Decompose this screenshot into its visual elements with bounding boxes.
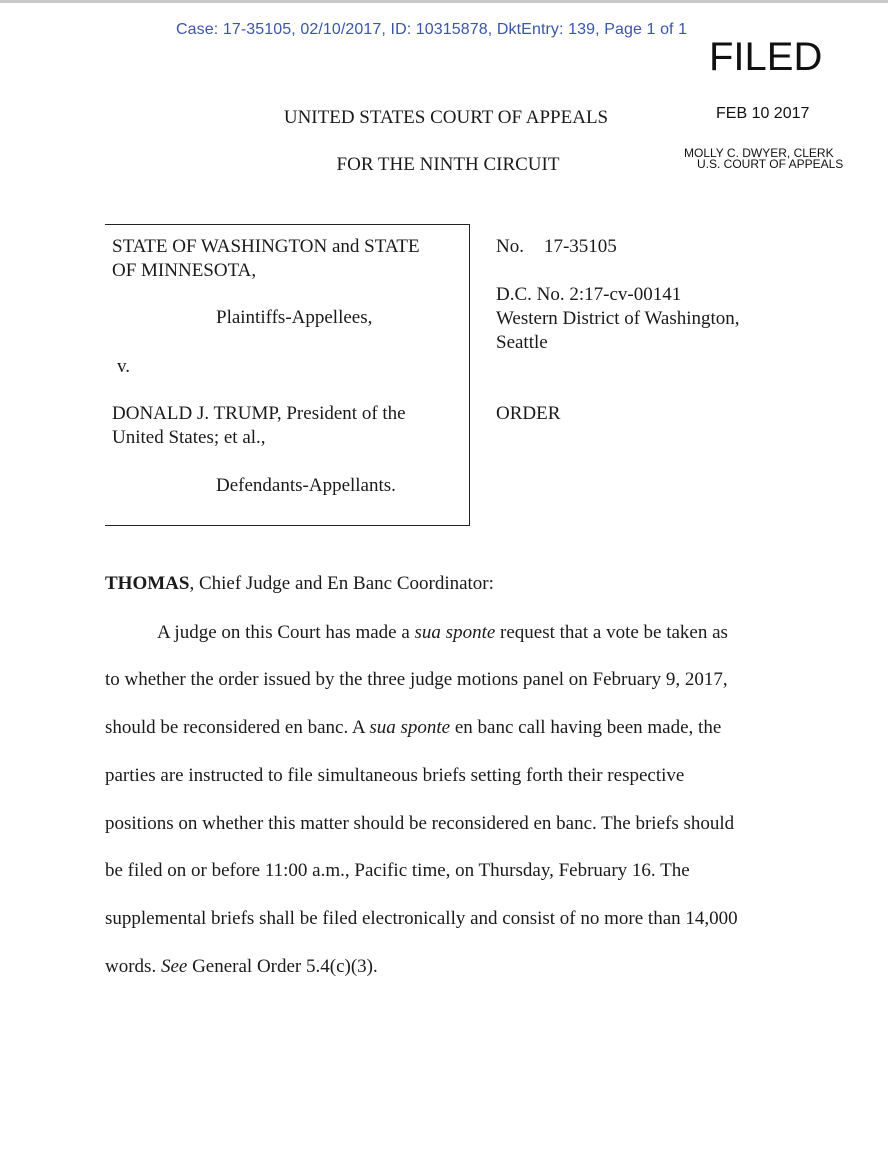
order-line-3-b: en banc call having been made, the (450, 717, 722, 738)
order-line-1 (157, 621, 728, 645)
order-line-8-a: words. (105, 956, 161, 977)
district-court-number: D.C. No. 2:17-cv-00141 (496, 284, 682, 305)
order-line-8-b: General Order 5.4(c)(3). (187, 956, 378, 977)
page-top-border (0, 0, 888, 3)
order-byline (105, 573, 494, 595)
order-line-7: supplemental briefs shall be filed electronically and consist of no more than 14,000 (105, 908, 738, 929)
filed-stamp: FILED (709, 35, 823, 79)
caption-plaintiffs-line-2: OF MINNESOTA, (112, 260, 257, 281)
document-type: ORDER (496, 403, 561, 424)
order-line-1-b: request that a vote be taken as (495, 622, 728, 643)
order-line-4: parties are instructed to file simultaneous briefs setting forth their respective (105, 765, 685, 786)
clerk-court: U.S. COURT OF APPEALS (697, 157, 844, 171)
court-name (0, 107, 888, 129)
court-circuit (0, 154, 888, 176)
filed-date: FEB 10 2017 (716, 105, 810, 122)
district-city: Seattle (496, 332, 548, 353)
case-number (496, 235, 617, 259)
court-name-text: UNITED STATES COURT OF APPEALS (283, 107, 609, 128)
order-line-8 (105, 955, 378, 979)
judge-title: , Chief Judge and En Banc Coordinator: (189, 573, 494, 594)
order-line-5: positions on whether this matter should be reconsidered en banc. The briefs should (105, 813, 735, 834)
caption-defendants-role: Defendants-Appellants. (216, 475, 396, 496)
order-line-1-a: A judge on this Court has made a (157, 622, 415, 643)
caption-plaintiffs-line-1: STATE OF WASHINGTON and STATE (112, 236, 420, 257)
caption-plaintiffs-role: Plaintiffs-Appellees, (216, 307, 373, 328)
order-line-2: to whether the order issued by the three judge motions panel on February 9, 2017, (105, 669, 728, 690)
caption-versus: v. (117, 356, 131, 377)
order-line-6: be filed on or before 11:00 a.m., Pacific time, on Thursday, February 16. The (105, 860, 690, 881)
district-name: Western District of Washington, (496, 308, 740, 329)
order-line-1-italic: sua sponte (414, 622, 496, 643)
order-line-8-italic: See (160, 956, 188, 977)
court-circuit-text: FOR THE NINTH CIRCUIT (336, 154, 560, 175)
caption-defendants-line-2: United States; et al., (112, 427, 266, 448)
order-line-3-a: should be reconsidered en banc. A (105, 717, 370, 738)
clerk-name: MOLLY C. DWYER, CLERK (684, 146, 834, 160)
case-number-label: No. (496, 236, 524, 257)
case-number-value: 17-35105 (543, 236, 617, 257)
judge-name: THOMAS (105, 573, 190, 594)
order-line-3 (105, 716, 721, 740)
caption-defendants-line-1: DONALD J. TRUMP, President of the (112, 403, 406, 424)
docket-header-stamp: Case: 17-35105, 02/10/2017, ID: 10315878, DktEntry: 139, Page 1 of 1 (176, 21, 688, 38)
order-line-3-italic: sua sponte (369, 717, 451, 738)
